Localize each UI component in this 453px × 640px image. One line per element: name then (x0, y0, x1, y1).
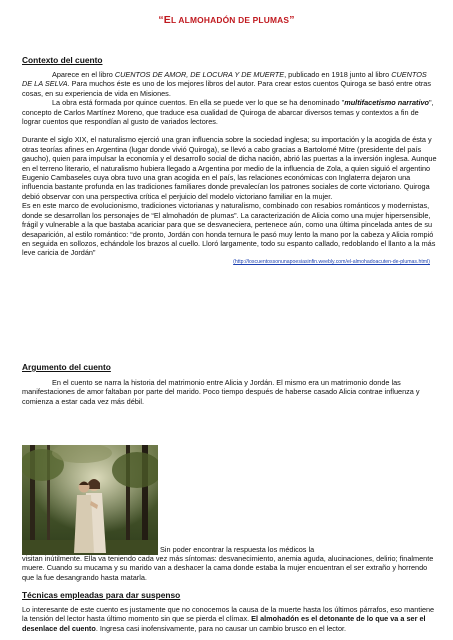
contexto-paragraph-2: La obra está formada por quince cuentos. En ella se puede ver lo que se ha denominado "multifacetismo narrativo", concepto de Carlos Martínez Moreno, que traduce esa cualidad de Quiroga de abarcar diversos temas y contextos a fin de lograr cuentos que respondían al gusto de variados lectores. (22, 98, 434, 127)
argumento-aside-text: Sin poder encontrar la respuesta los médicos la (160, 545, 315, 554)
tecnicas-paragraph-1-text: Lo interesante de este cuento es justamente que no conocemos la causa de la muerte hasta los últimos párrafos, eso mantiene la tensión del lector hasta último momento sin que se pierda el clímax. El almohadón es el detonante de lo que va a ser el desenlace del cuento. Ingresa casi inofensivamente, para no causar un cambio brusco en el lector. (22, 605, 435, 633)
argumento-paragraph-2-text: visitan inútilmente. Ella va teniendo cada vez más síntomas: desvanecimiento, anemia aguda, alucinaciones, delirio; finalmente muere. Cuando su mucama y su marido van a deshacer la cama donde estaba la mujer encuentran el ser extraño y horrendo que la fue desangrando hasta matarla. (22, 554, 434, 582)
argumento-paragraph-1-text: En el cuento se narra la historia del matrimonio entre Alicia y Jordán. El mismo era un matrimonio donde las manifestaciones de amor faltaban por parte del marido. Poco tiempo después de haberse casado Alicia contrae influenza y comienza a estar cada vez más débil. (22, 378, 420, 406)
document-title: “EL ALMOHADÓN DE PLUMAS” (158, 14, 295, 26)
contexto-paragraph-3: Durante el siglo XIX, el naturalismo ejerció una gran influencia sobre la sociedad inglesa; su importación y la acogida de ésta y otras teorías afines en Argentina (lugar donde vivió Quiroga), se llevó a cabo gracias a Bartolomé Mitre (presidente del país gaucho), quien para impulsar la economía y el desarrollo social de dicha nación, abrió las puertas a la inversión inglesa. Aunque en el terreno literario, el naturalismo hubiera llegado a Argentina por medio de la influencia de Zola, a quien siguió el argentino Eugenio Cambaseles cuya obra tuvo una gran acogida en el país, las relaciones económicas con Inglaterra dejaron una influencia bastante profunda en las tradiciones familiares donde prevalecían los patrones sociales de corte victoriano. Quiroga debió observar con una perspectiva crítica el perjuicio del modelo victoriano familiar en la mujer. (22, 135, 437, 201)
heading-tecnicas: Técnicas empleadas para dar suspenso (22, 590, 181, 600)
heading-contexto: Contexto del cuento (22, 55, 103, 65)
contexto-paragraph-4: Es en este marco de evolucionismo, tradiciones victorianas y naturalismo, combinado con resabios románticos y modernistas, (22, 201, 430, 211)
contexto-paragraph-5: donde se desarrollan los personajes de “El almohadón de plumas”. La caracterización de Alicia como una mujer hipersensible, frágil y vulnerable a la que bastaba acariciar para que se desvaneciera, pertenece aún, como una última pincelada antes de su desaparición, al estilo romántico: “de pronto, Jordán con honda ternura le pasó muy lento la mano por la cabeza y Alicia rompió en seguida en sollozos, echándole los brazos al cuello. Lloró largamente, todo su espanto callado, redoblando el llanto a la más leve caricia de Jordán” (22, 210, 436, 258)
citation-link[interactable]: (http://loscuentossonunapoesiasinfin.weebly.com/el-almohadoacuten-de-plumas.html) (233, 258, 430, 265)
contexto-body (22, 70, 438, 267)
heading-argumento: Argumento del cuento (22, 362, 111, 372)
argumento-paragraph-1 (22, 378, 438, 406)
contexto-paragraph-1: Aparece en el libro CUENTOS DE AMOR, DE LOCURA Y DE MUERTE, publicado en 1918 junto al libro CUENTOS DE LA SELVA. Para muchos éste es uno de los mejores libros del autor. Para crear estos cuentos Quiroga se basó entre otras cosas, en su experiencia de vida en Misiones. (22, 70, 431, 98)
couple-photo (22, 445, 158, 555)
tecnicas-paragraph-1 (22, 605, 438, 633)
argumento-paragraph-2 (22, 554, 438, 582)
